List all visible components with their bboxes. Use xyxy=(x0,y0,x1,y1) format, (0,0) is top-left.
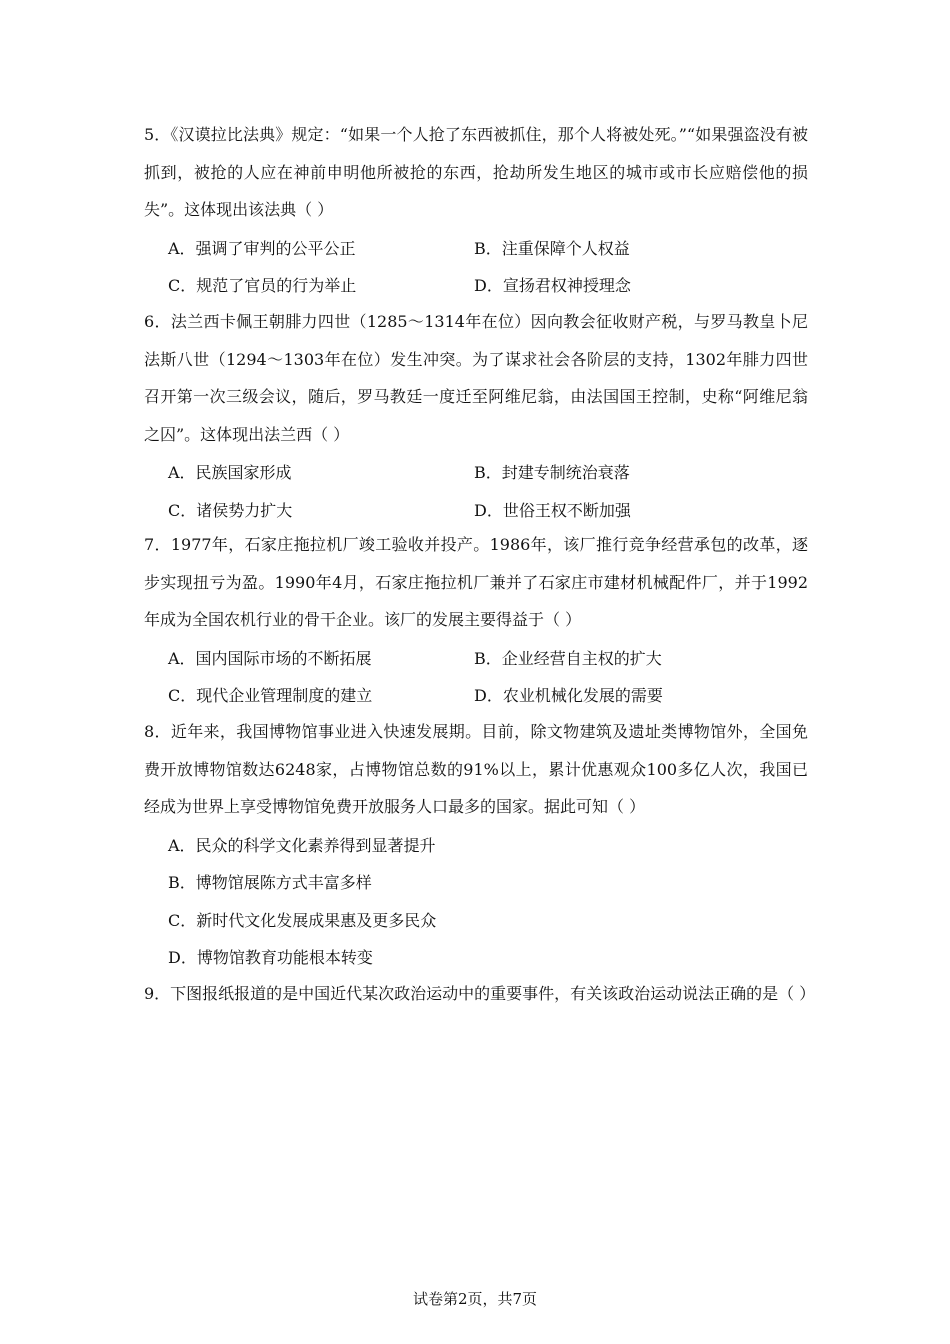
question-7 xyxy=(144,526,808,714)
option-c[interactable]: C．规范了官员的行为举止 xyxy=(168,276,357,296)
question-6 xyxy=(144,303,808,528)
question-5 xyxy=(144,116,808,304)
option-c[interactable]: C．诸侯势力扩大 xyxy=(168,500,293,520)
option-d[interactable]: D．博物馆教育功能根本转变 xyxy=(168,948,373,968)
options xyxy=(144,453,808,528)
option-row xyxy=(144,901,808,939)
question-stem: 7．1977年，石家庄拖拉机厂竣工验收并投产。1986年，该厂推行竞争经营承包的改革，逐步实现扭亏为盈。1990年4月，石家庄拖拉机厂兼并了石家庄市建材机械配件厂，并于1992年成为全国农机行业的骨干企业。该厂的发展主要得益于（ ） xyxy=(144,535,808,629)
option-row xyxy=(144,863,808,901)
question-stem: 6．法兰西卡佩王朝腓力四世（1285～1314年在位）因向教会征收财产税，与罗马教皇卜尼法斯八世（1294～1303年在位）发生冲突。为了谋求社会各阶层的支持，1302年腓力四世召开第一次三级会议，随后，罗马教廷一度迁至阿维尼翁，由法国国王控制，史称“阿维尼翁之囚”。这体现出法兰西（ ） xyxy=(144,312,808,444)
option-b[interactable]: B．博物馆展陈方式丰富多样 xyxy=(168,873,372,893)
option-d[interactable]: D．宣扬君权神授理念 xyxy=(474,276,631,296)
question-stem: 8．近年来，我国博物馆事业进入快速发展期。目前，除文物建筑及遗址类博物馆外，全国免费开放博物馆数达6248家，占博物馆总数的91%以上，累计优惠观众100多亿人次，我国已经成为世界上享受博物馆免费开放服务人口最多的国家。据此可知（ ） xyxy=(144,722,808,816)
question-8 xyxy=(144,713,808,976)
option-row xyxy=(144,676,808,714)
option-row xyxy=(144,453,808,491)
options xyxy=(144,639,808,714)
option-row xyxy=(144,826,808,864)
option-row xyxy=(144,266,808,304)
question-9 xyxy=(144,975,816,1013)
option-a[interactable]: A．民众的科学文化素养得到显著提升 xyxy=(168,835,436,855)
option-row xyxy=(144,491,808,529)
option-b[interactable]: B．注重保障个人权益 xyxy=(474,238,630,258)
option-b[interactable]: B．企业经营自主权的扩大 xyxy=(474,648,662,668)
question-stem: 9．下图报纸报道的是中国近代某次政治运动中的重要事件，有关该政治运动说法正确的是（ ） xyxy=(144,984,816,1003)
option-row xyxy=(144,938,808,976)
option-a[interactable]: A．强调了审判的公平公正 xyxy=(168,238,356,258)
option-c[interactable]: C．现代企业管理制度的建立 xyxy=(168,686,373,706)
option-row xyxy=(144,639,808,677)
option-a[interactable]: A．国内国际市场的不断拓展 xyxy=(168,648,372,668)
options xyxy=(144,229,808,304)
option-c[interactable]: C．新时代文化发展成果惠及更多民众 xyxy=(168,910,437,930)
page-footer: 试卷第2页，共7页 xyxy=(412,1290,538,1308)
option-d[interactable]: D．世俗王权不断加强 xyxy=(474,500,631,520)
option-row xyxy=(144,229,808,267)
question-stem: 5．《汉谟拉比法典》规定：“如果一个人抢了东西被抓住，那个人将被处死。”“如果强盗没有被抓到，被抢的人应在神前申明他所被抢的东西，抢劫所发生地区的城市或市长应赔偿他的损失”。这体现出该法典（ ） xyxy=(144,125,808,219)
option-d[interactable]: D．农业机械化发展的需要 xyxy=(474,686,663,706)
option-a[interactable]: A．民族国家形成 xyxy=(168,463,292,483)
option-b[interactable]: B．封建专制统治衰落 xyxy=(474,463,630,483)
options xyxy=(144,826,808,976)
